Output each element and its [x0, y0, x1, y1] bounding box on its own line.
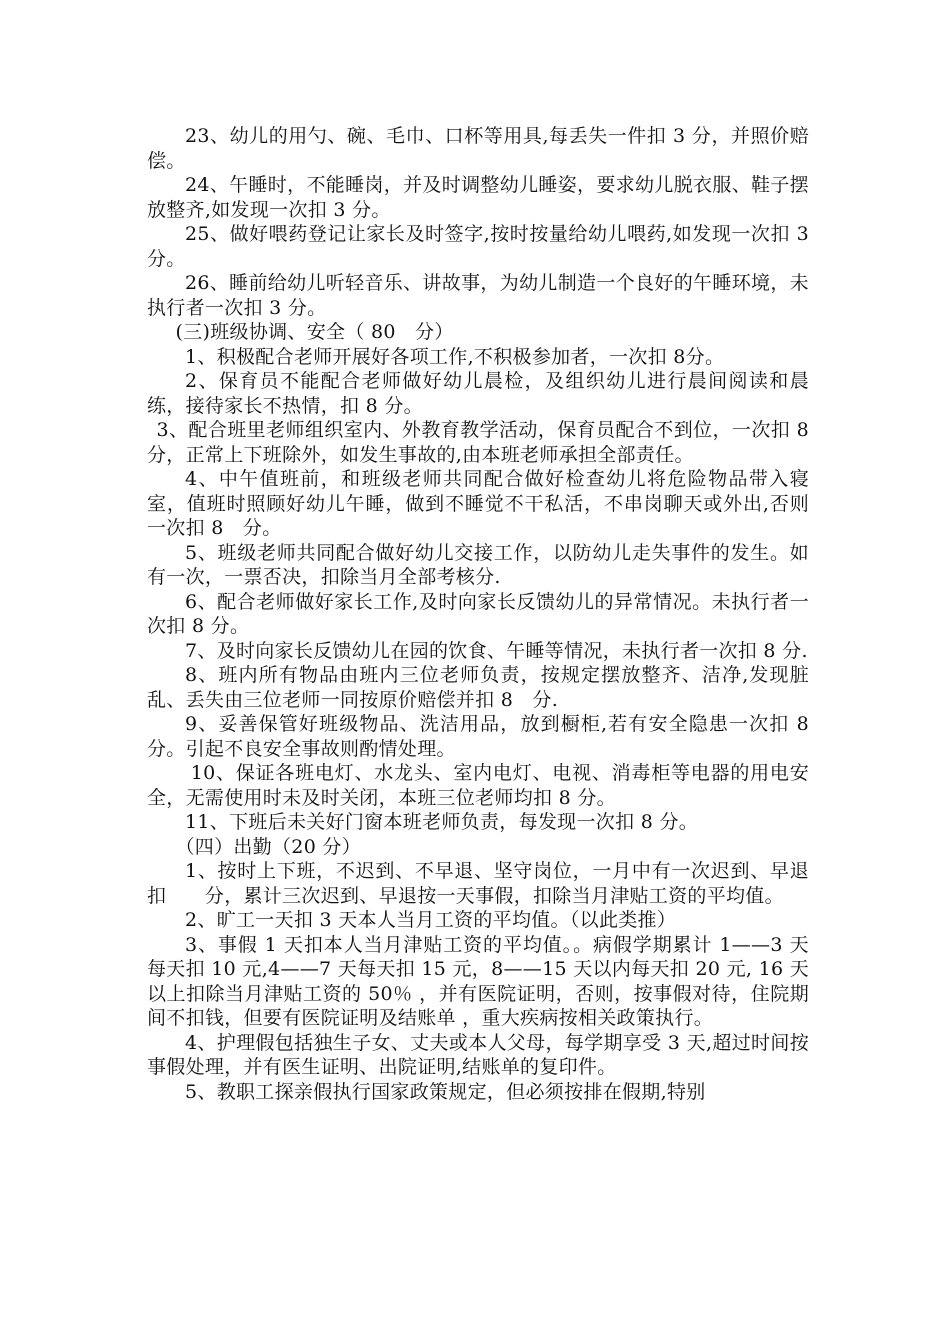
- paragraph-item-6: 6、配合老师做好家长工作,及时向家长反馈幼儿的异常情况。未执行者一次扣 8 分。: [147, 590, 809, 637]
- paragraph-item-8: 8、班内所有物品由班内三位老师负责，按规定摆放整齐、洁净,发现脏乱、丢失由三位老师一同按原价赔偿并扣 8 分.: [147, 664, 809, 711]
- paragraph-attendance-4: 4、护理假包括独生子女、丈夫或本人父母，每学期享受 3 天,超过时间按事假处理，并有医生证明、出院证明,结账单的复印件。: [147, 1031, 809, 1078]
- paragraph-item-10: 10、保证各班电灯、水龙头、室内电灯、电视、消毒柜等电器的用电安全，无需使用时未及时关闭，本班三位老师均扣 8 分。: [147, 762, 809, 809]
- paragraph-attendance-1: 1、按时上下班，不迟到、不早退、坚守岗位，一月中有一次迟到、早退扣 分，累计三次迟到、早退按一天事假，扣除当月津贴工资的平均值。: [147, 860, 809, 907]
- paragraph-attendance-5: 5、教职工探亲假执行国家政策规定，但必须按排在假期,特别: [185, 1080, 706, 1103]
- section-heading-attendance: （四）出勤（20 分）: [175, 835, 362, 858]
- paragraph-attendance-3: 3、事假 1 天扣本人当月津贴工资的平均值。。病假学期累计 1——3 天每天扣 10 元,4——7 天每天扣 15 元，8——15 天以内每天扣 20 元, 16 天以上扣除当月津贴工资的 50％ ，并有医院证明，否则，按事假对待，住院期间不扣钱，但要有医院证明及结账单 ，重大疾病按相关政策执行。: [147, 933, 809, 1029]
- paragraph-item-11: 11、下班后未关好门窗本班老师负责，每发现一次扣 8 分。: [185, 811, 699, 833]
- paragraph-item-2: 2、保育员不能配合老师做好幼儿晨检，及组织幼儿进行晨间阅读和晨练，接待家长不热情，扣 8 分。: [147, 370, 809, 417]
- paragraph-item-4: 4、中午值班前，和班级老师共同配合做好检查幼儿将危险物品带入寝室，值班时照顾好幼儿午睡，做到不睡觉不干私活，不串岗聊天或外出,否则一次扣 8 分。: [147, 468, 809, 539]
- section-heading-class-coordination: (三)班级协调、安全（ 80 分）: [175, 321, 454, 343]
- paragraph-item-23: 23、幼儿的用勺、碗、毛巾、口杯等用具,每丢失一件扣 3 分，并照价赔偿。: [147, 125, 809, 172]
- paragraph-item-26: 26、睡前给幼儿听轻音乐、讲故事，为幼儿制造一个良好的午睡环境，未执行者一次扣 3 分。: [147, 272, 809, 319]
- paragraph-item-3: 3、配合班里老师组织室内、外教育教学活动，保育员配合不到位，一次扣 8 分，正常上下班除外，如发生事故的,由本班老师承担全部责任。: [147, 419, 809, 466]
- paragraph-attendance-2: 2、旷工一天扣 3 天本人当月工资的平均值。（以此类推）: [185, 909, 677, 931]
- paragraph-item-24: 24、午睡时，不能睡岗，并及时调整幼儿睡姿，要求幼儿脱衣服、鞋子摆放整齐,如发现一次扣 3 分。: [147, 174, 809, 221]
- document-body: [147, 124, 809, 1104]
- paragraph-item-5: 5、班级老师共同配合做好幼儿交接工作，以防幼儿走失事件的发生。如有一次，一票否决，扣除当月全部考核分.: [147, 541, 809, 588]
- paragraph-item-25: 25、做好喂药登记让家长及时签字,按时按量给幼儿喂药,如发现一次扣 3 分。: [147, 223, 809, 270]
- paragraph-item-1: 1、积极配合老师开展好各项工作,不积极参加者，一次扣 8分。: [185, 345, 725, 368]
- paragraph-item-7: 7、及时向家长反馈幼儿在园的饮食、午睡等情况，未执行者一次扣 8 分.: [185, 639, 808, 662]
- paragraph-item-9: 9、妥善保管好班级物品、洗洁用品，放到橱柜,若有安全隐患一次扣 8 分。引起不良安全事故则酌情处理。: [147, 713, 809, 760]
